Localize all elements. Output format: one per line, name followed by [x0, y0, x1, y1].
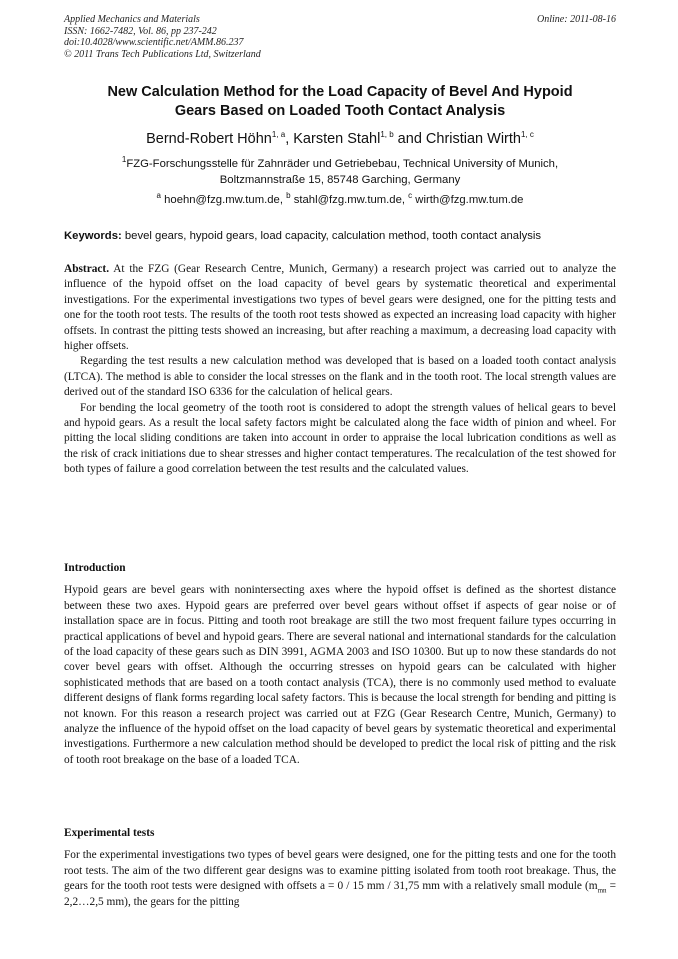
email-link[interactable]: stahl@fzg.mw.tum.de, [290, 194, 409, 206]
author-list [64, 131, 616, 147]
author-emails [64, 191, 616, 206]
keywords-text: bevel gears, hypoid gears, load capacity, calculation method, tooth contact analysis [121, 230, 542, 242]
title-line-2: Gears Based on Loaded Tooth Contact Analysis [174, 103, 506, 119]
email-marker: b [286, 191, 291, 201]
issn-line: ISSN: 1662-7482, Vol. 86, pp 237-242 [64, 25, 217, 37]
affiliation-marker: 1, b [380, 130, 394, 140]
title-line-1: New Calculation Method for the Load Capacity of Bevel And Hypoid [107, 84, 573, 100]
subscript: mn [597, 886, 607, 895]
author-name: Bernd-Robert Höhn [146, 131, 272, 147]
affiliation-marker: 1, a [271, 130, 286, 140]
email-link[interactable]: hoehn@fzg.mw.tum.de, [160, 194, 287, 206]
abstract-section [64, 262, 616, 478]
email-marker: a [156, 191, 161, 201]
keywords-label: Keywords: [64, 230, 122, 242]
introduction-section [64, 561, 616, 768]
abstract-paragraph: For bending the local geometry of the tooth root is considered to adopt the strength values of helical gears to bevel and hypoid gears. As a result the local safety factors might be calculated along the face width of pinion and wheel. For pitting the local sliding conditions are taken into account in order to appraise the local lubrication conditions as well as the risk of crack initiations due to shear stresses and higher contact temperatures. The recalculation of the test showed for both types of failure a good correlation between the test results and the calculated values. [64, 401, 616, 476]
author-name: , Karsten Stahl [285, 131, 381, 147]
body-paragraph: For the experimental investigations two types of bevel gears were designed, one for the pitting tests and one for the tooth root tests. The aim of the two different gear designs was to examine pitting isolated from tooth root breakage. Thus, the gears for the tooth root tests were designed with offsets a = 0 / 15 mm / 31,75 mm with a relatively small module ($m_{mn}$ = 2,2…2,5 mm), the gears for the pitting [64, 849, 617, 908]
affiliation-number: 1 [121, 155, 127, 165]
abstract-paragraph: Regarding the test results a new calculation method was developed that is based on a loaded tooth contact analysis (LTCA). The method is able to consider the local stresses on the flank and in the tooth root. The local strength values are derived out of the standard ISO 6336 for the calculation of helical gears. [64, 355, 616, 399]
section-heading: Experimental tests [64, 827, 155, 839]
paper-title [64, 83, 616, 121]
journal-header [64, 14, 616, 60]
section-heading: Introduction [64, 562, 126, 574]
abstract-paragraph: Abstract. At the FZG (Gear Research Centre, Munich, Germany) a research project was carried out to analyze the influence of the hypoid offset on the load capacity of bevel gears by systematic theoretical and experimental investigations. For the experimental investigations two types of bevel gears were designed, one for the pitting tests and one for the tooth root tests. The results of the tooth root tests showed as expected an increasing load capacity with higher offsets. In contrast the pitting tests showed an increasing, but after reaching a maximum, a decreasing load capacity with higher offsets. [64, 263, 616, 353]
doi-line: doi:10.4028/www.scientific.net/AMM.86.237 [64, 37, 244, 49]
abstract-label: Abstract. [64, 263, 110, 275]
email-marker: c [408, 191, 413, 201]
body-paragraph: Hypoid gears are bevel gears with nonintersecting axes where the hypoid offset is defined as the shortest distance between these two axes. Hypoid gears are preferred over bevel gears without offset if aspects of gear noise or of installation space are in focus. Pitting and tooth root breakage are still the two most frequent failure types occurring in practical applications of bevel and hypoid gears. There are several national and international standards for the calculation of the load capacity of these gears such as DIN 3991, AGMA 2003 and ISO 10300. But up to now these standards do not cover bevel gears with offset. Although the occurring stresses on hypoid gears can be calculated with higher sophisticated methods that are based on a tooth contact analysis (TCA), there is no commonly used method to evaluate different designs of flank forms regarding local safety factors. This is because the local strength for bending and pitting is not known. For this reason a research project was carried out at FZG (Gear Research Centre, Munich, Germany) to analyze the influence of the hypoid offset on the load capacity of bevel gears by systematic theoretical and experimental investigations. Furthermore a new calculation method should be developed to predict the local risk of pitting and the risk of tooth root breakage on the base of a loaded TCA. [64, 584, 616, 766]
email-link[interactable]: wirth@fzg.mw.tum.de [412, 194, 524, 206]
affiliation [64, 156, 616, 188]
copyright-line: © 2011 Trans Tech Publications Ltd, Switzerland [64, 48, 261, 60]
journal-name: Applied Mechanics and Materials [64, 14, 200, 25]
keywords [64, 230, 616, 242]
affiliation-line-1: $^1$FZG-Forschungsstelle für Zahnräder und Getriebebau, Technical University of Munich, [121, 155, 559, 170]
affiliation-line-2: Boltzmannstraße 15, 85748 Garching, Germany [219, 174, 461, 186]
experimental-section [64, 826, 616, 910]
affiliation-marker: 1, c [520, 130, 534, 140]
author-name: and Christian Wirth [393, 131, 521, 147]
online-date: Online: 2011-08-16 [537, 14, 616, 25]
